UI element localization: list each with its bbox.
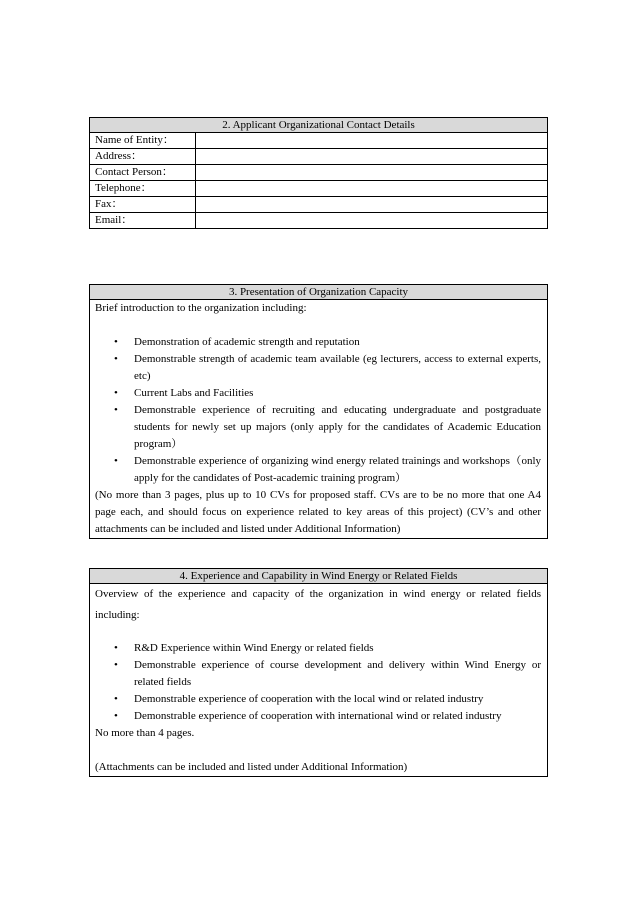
experience-bullet-list (96, 640, 541, 725)
field-label: Fax： (90, 197, 196, 212)
table-row (90, 133, 547, 149)
table-row (90, 197, 547, 213)
list-item: • Demonstrable experience of cooperation with the local wind or related industry (134, 691, 541, 708)
experience-table (89, 568, 548, 777)
capacity-body[interactable] (90, 300, 547, 538)
table-row (90, 149, 547, 165)
field-label: Name of Entity： (90, 133, 196, 148)
experience-body[interactable] (90, 584, 547, 776)
experience-attachments-note: (Attachments can be included and listed under Additional Information) (95, 761, 408, 773)
telephone-field[interactable] (196, 181, 547, 196)
list-item: • Demonstrable strength of academic team available (eg lecturers, access to external experts, etc) (134, 351, 541, 385)
list-item: • Demonstrable experience of cooperation with international wind or related industry (134, 708, 541, 725)
email-field[interactable] (196, 213, 547, 228)
list-item: • Current Labs and Facilities (134, 385, 541, 402)
experience-title: 4. Experience and Capability in Wind Energy or Related Fields (90, 569, 547, 584)
table-row (90, 165, 547, 181)
table-row (90, 181, 547, 197)
fax-field[interactable] (196, 197, 547, 212)
experience-page-limit: No more than 4 pages. (95, 727, 195, 739)
contact-details-table (89, 117, 548, 229)
capacity-title: 3. Presentation of Organization Capacity (90, 285, 547, 300)
capacity-bullet-list (96, 334, 541, 487)
capacity-table (89, 284, 548, 539)
field-label: Telephone： (90, 181, 196, 196)
capacity-intro: Brief introduction to the organization including: (95, 302, 307, 314)
list-item: • Demonstrable experience of recruiting and educating undergraduate and postgraduate students for newly set up majors (only apply for the candidates of Academic Education program） (134, 402, 541, 453)
list-item: • Demonstrable experience of organizing wind energy related trainings and workshops（only apply for the candidates of Post-academic training program） (134, 453, 541, 487)
list-item: • Demonstration of academic strength and reputation (134, 334, 541, 351)
field-label: Contact Person： (90, 165, 196, 180)
address-field[interactable] (196, 149, 547, 164)
capacity-note: (No more than 3 pages, plus up to 10 CVs for proposed staff. CVs are to be no more that one A4 page each, and should focus on experience related to key areas of this project) (CV’s and other attachments can be included and listed under Additional Information) (95, 489, 541, 535)
list-item: • Demonstrable experience of course development and delivery within Wind Energy or related fields (134, 657, 541, 691)
experience-intro: Overview of the experience and capacity of the organization in wind energy or related fields including: (95, 588, 541, 621)
contact-person-field[interactable] (196, 165, 547, 180)
name-of-entity-field[interactable] (196, 133, 547, 148)
contact-details-title: 2. Applicant Organizational Contact Details (90, 118, 547, 133)
field-label: Address： (90, 149, 196, 164)
field-label: Email： (90, 213, 196, 228)
table-row (90, 213, 547, 228)
list-item: • R&D Experience within Wind Energy or related fields (134, 640, 541, 657)
